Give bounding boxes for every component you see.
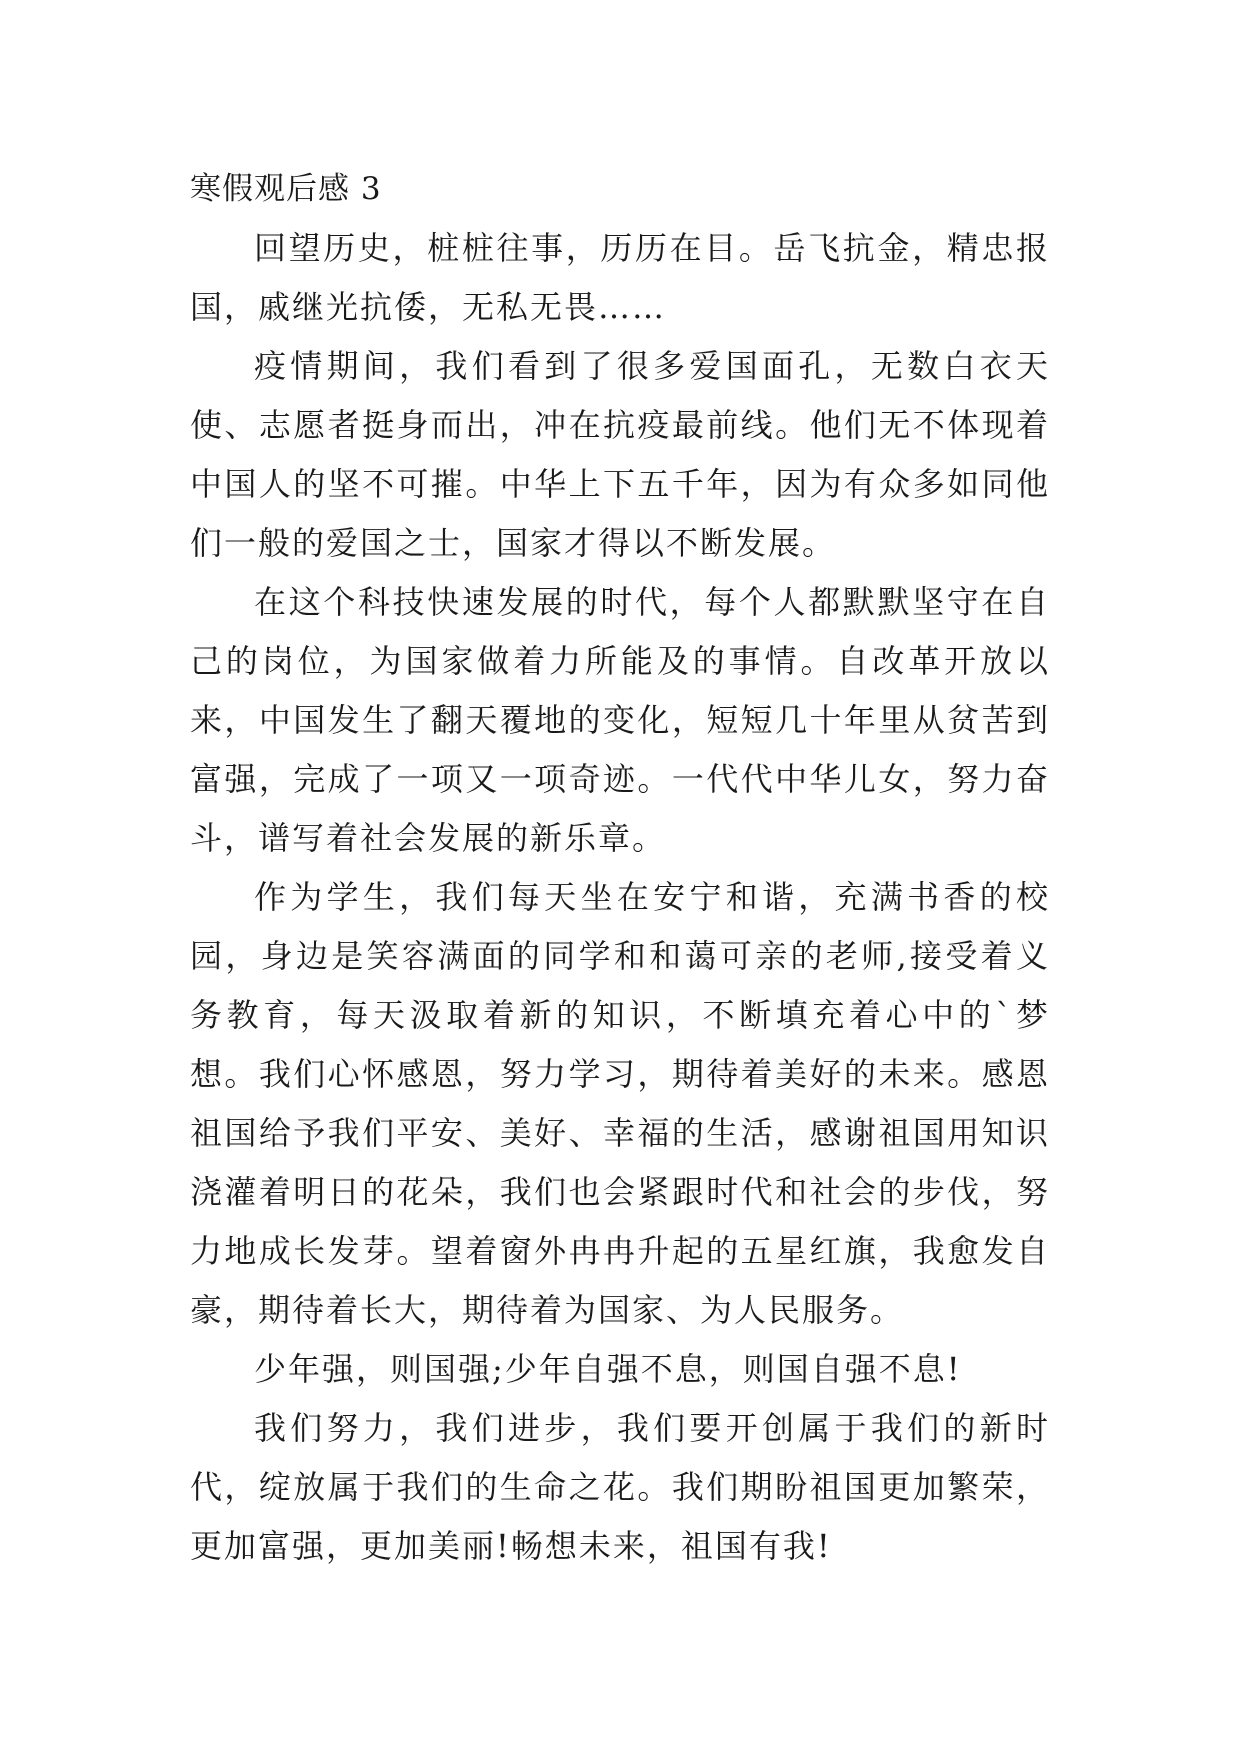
paragraph-3: 在这个科技快速发展的时代，每个人都默默坚守在自己的岗位，为国家做着力所能及的事情。自改革开放以来，中国发生了翻天覆地的变化，短短几十年里从贫苦到富强，完成了一项又一项奇迹。一代代中华儿女，努力奋斗，谱写着社会发展的新乐章。: [190, 583, 1050, 857]
paragraph-6: 我们努力，我们进步，我们要开创属于我们的新时代，绽放属于我们的生命之花。我们期盼祖国更加繁荣，更加富强，更加美丽!畅想未来，祖国有我!: [190, 1409, 1050, 1565]
paragraph-2: 疫情期间，我们看到了很多爱国面孔，无数白衣天使、志愿者挺身而出，冲在抗疫最前线。他们无不体现着中国人的坚不可摧。中华上下五千年，因为有众多如同他们一般的爱国之士，国家才得以不断发展。: [190, 347, 1050, 562]
paragraph-1: 回望历史，桩桩往事，历历在目。岳飞抗金，精忠报国，戚继光抗倭，无私无畏……: [190, 229, 1050, 326]
document-title: 寒假观后感 3: [190, 171, 382, 207]
paragraph-5: 少年强，则国强;少年自强不息，则国自强不息!: [254, 1350, 962, 1388]
paragraph-4: 作为学生，我们每天坐在安宁和谐，充满书香的校园，身边是笑容满面的同学和和蔼可亲的老师,接受着义务教育，每天汲取着新的知识，不断填充着心中的`梦想。我们心怀感恩，努力学习，期待着美好的未来。感恩祖国给予我们平安、美好、幸福的生活，感谢祖国用知识浇灌着明日的花朵，我们也会紧跟时代和社会的步伐，努力地成长发芽。望着窗外冉冉升起的五星红旗，我愈发自豪，期待着长大，期待着为国家、为人民服务。: [190, 878, 1050, 1329]
document-body: [190, 160, 1050, 1576]
